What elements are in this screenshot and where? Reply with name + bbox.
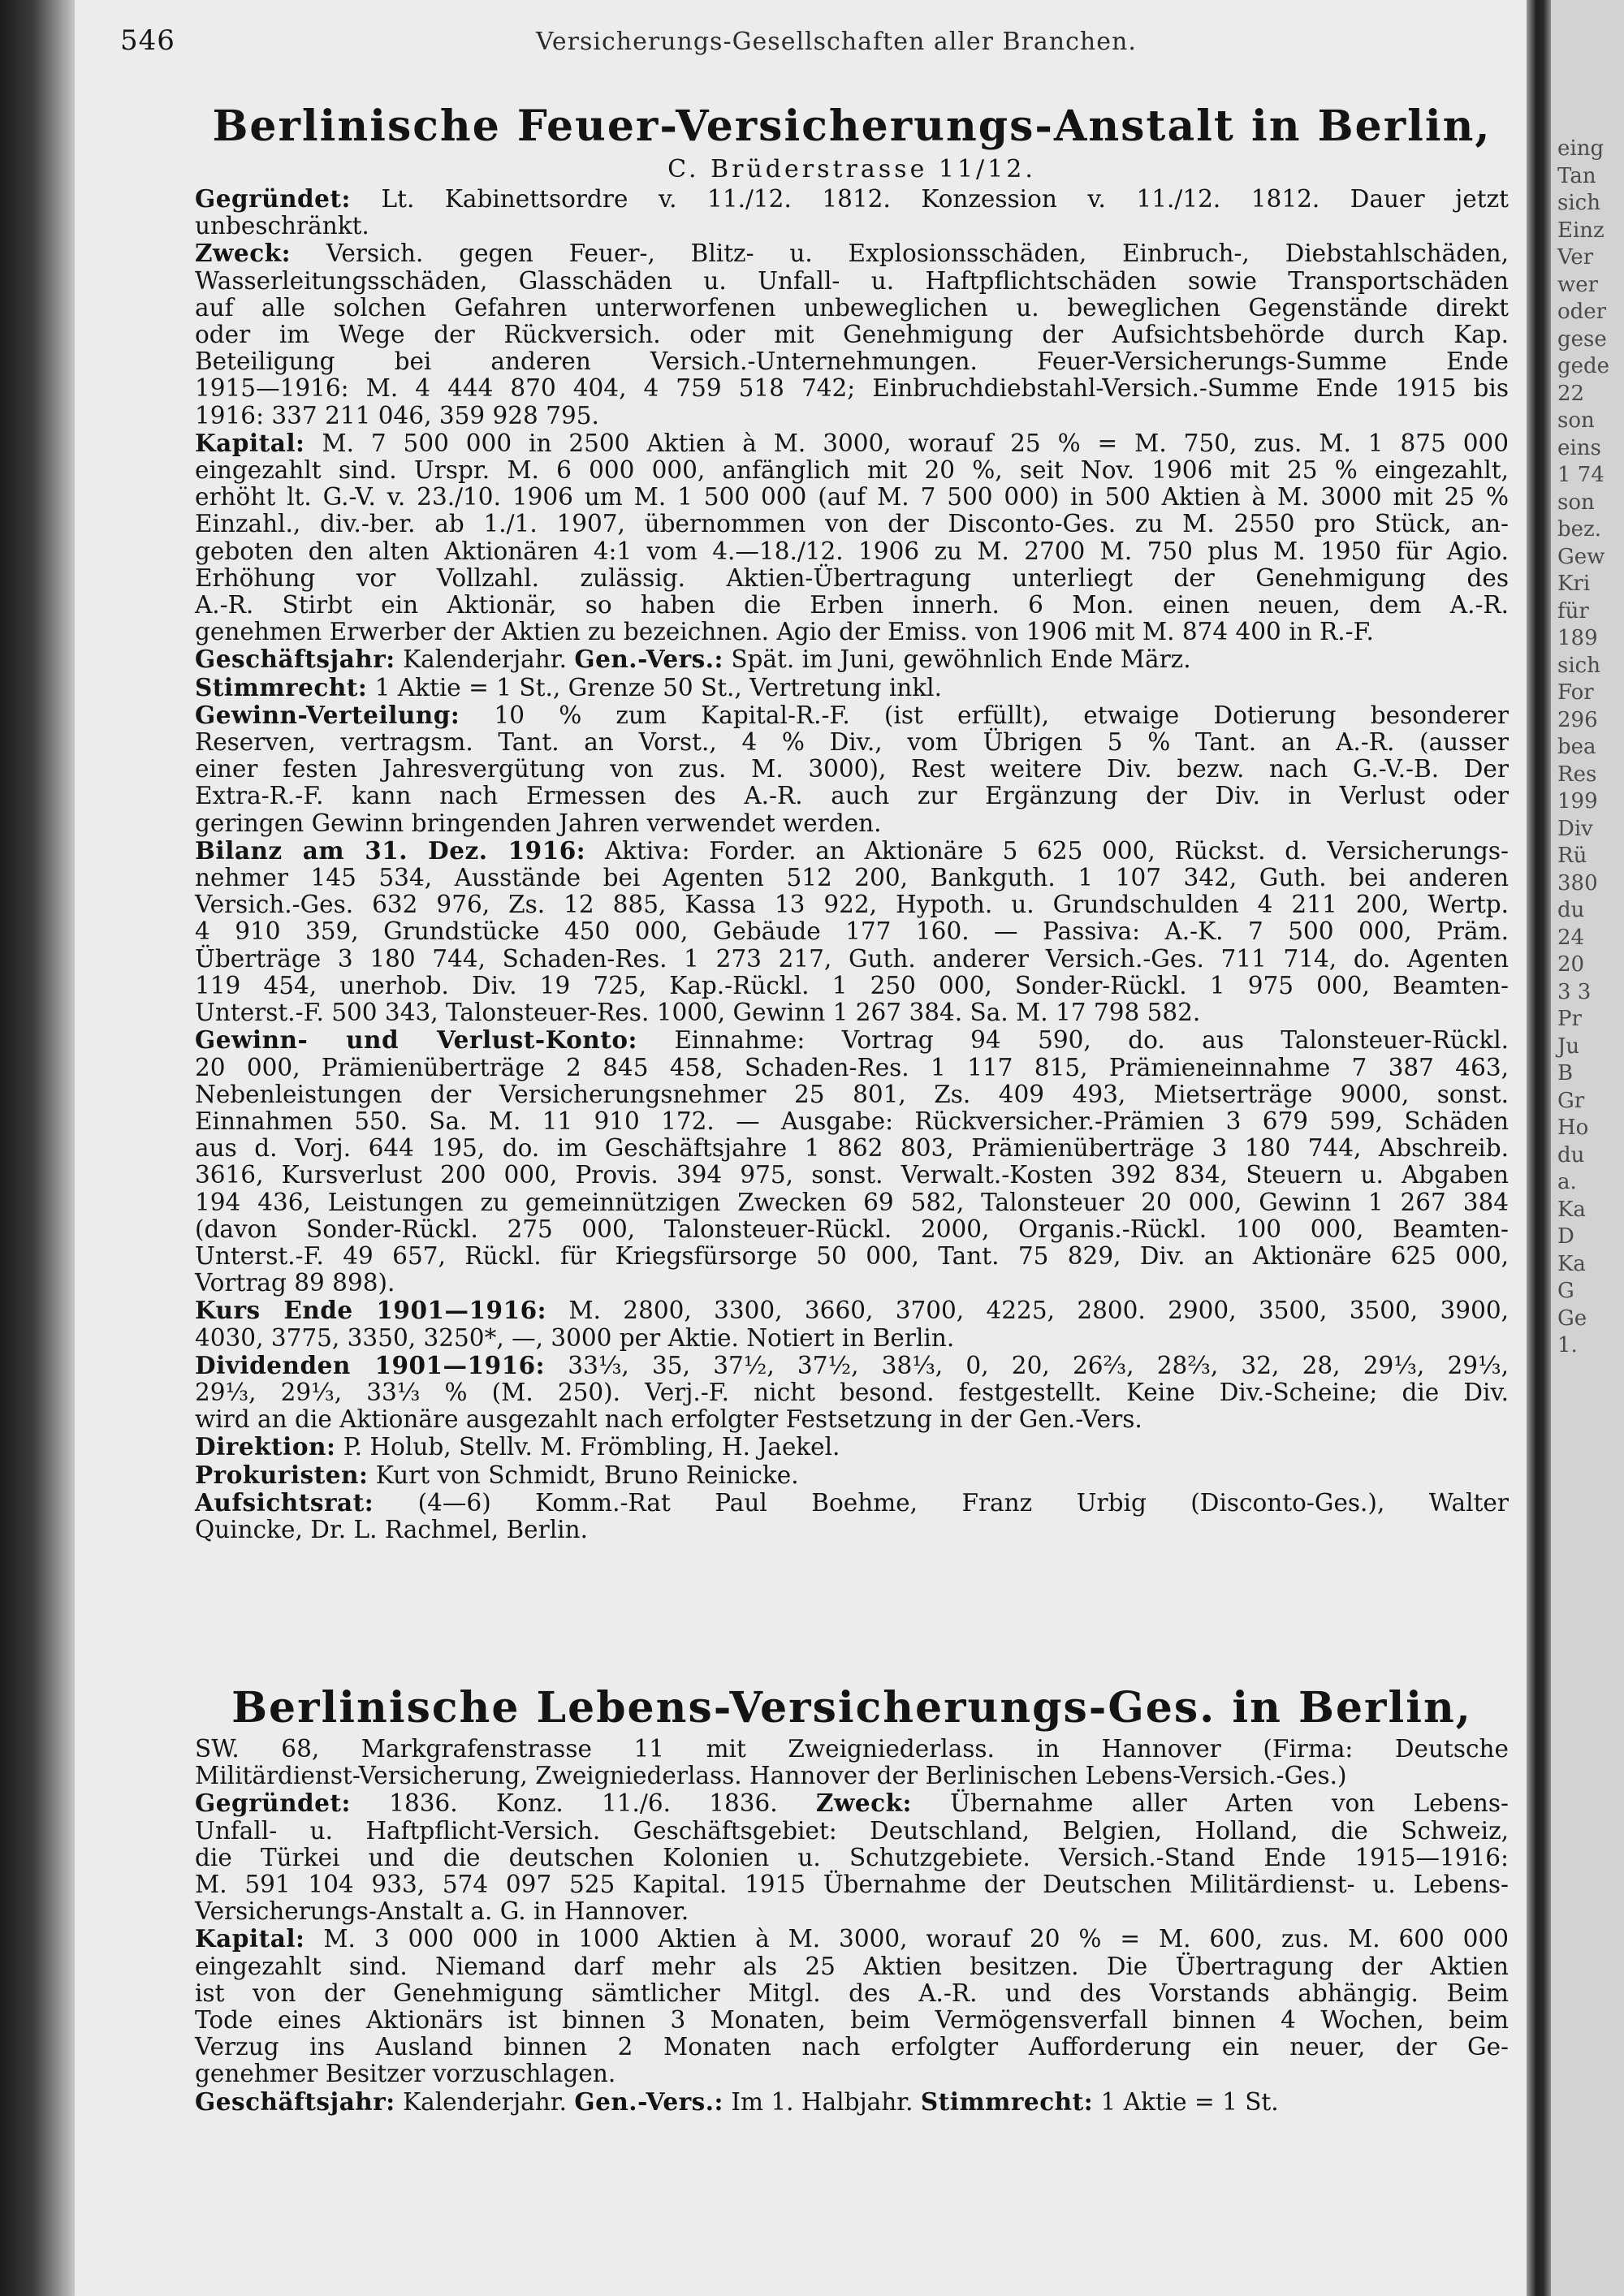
adjacent-page-fragment: du [1557,898,1585,922]
line-text: Spät. im Juni, gewöhnlich Ende März. [723,645,1191,674]
adjacent-page-fragment: Rü [1557,844,1587,868]
line-text: die Türkei und die deutschen Kolonien u. Schutzgebiete. Versich.-Stand Ende 1915—1916: [195,1843,1509,1871]
text-line [195,457,1509,484]
line-text: Beteiligung bei anderen Versich.-Unternehmungen. Feuer-Versicherungs-Summe Ende [195,347,1509,376]
adjacent-page-strip [1551,0,1624,2296]
adjacent-page-fragment: For [1557,680,1594,705]
line-text: erhöht lt. G.-V. v. 23./10. 1906 um M. 1 500 000 (auf M. 7 500 000) in 500 Aktien à M. 3000 mit 25 % [195,483,1509,511]
text-line [195,1379,1509,1406]
adjacent-page-fragment: Ho [1557,1116,1589,1140]
text-line [195,1489,1509,1517]
adjacent-page-fragment: Pr [1557,1007,1582,1031]
line-text: Tode eines Aktionärs ist binnen 3 Monaten, beim Vermögensverfall binnen 4 Wochen, beim [195,2006,1509,2035]
adjacent-page-fragment: eins [1557,435,1601,460]
text-line [195,511,1509,537]
text-line [195,1818,1509,1845]
adjacent-page-fragment: 380 [1557,870,1598,896]
line-text: Quincke, Dr. L. Rachmel, Berlin. [195,1515,588,1543]
line-text: Extra-R.-F. kann nach Ermessen des A.-R. auch zur Ergänzung der Div. in Verlust oder [195,782,1509,810]
keyword-label: Gen.-Vers.: [574,2087,723,2116]
article-lebens-versicherung [195,1681,1509,2116]
line-text: Vortrag 89 898). [195,1269,395,1297]
keyword-label: Zweck: [195,239,291,268]
text-line [195,565,1509,592]
adjacent-page-fragment: 22 [1557,381,1585,406]
keyword-label: Stimmrecht: [920,2087,1094,2116]
adjacent-page-fragment: Ju [1557,1034,1580,1059]
text-line [195,1270,1509,1297]
line-text: geringen Gewinn bringenden Jahren verwendet werden. [195,809,882,837]
line-text: Unterst.-F. 500 343, Talonsteuer-Res. 1000, Gewinn 1 267 384. Sa. M. 17 798 582. [195,999,1201,1027]
text-line [195,348,1509,375]
running-title: Versicherungs-Gesellschaften aller Branchen. [536,28,1137,56]
adjacent-page-fragment: 1 74 [1557,463,1605,487]
line-text: 194 436, Leistungen zu gemeinnützigen Zwecken 69 582, Talonsteuer 20 000, Gewinn 1 267 384 [195,1188,1509,1216]
line-text: Einnahmen 550. Sa. M. 11 910 172. — Ausgabe: Rückversicher.-Prämien 3 679 599, Schäden [195,1107,1509,1135]
text-line [195,1461,1509,1489]
text-line [195,1135,1509,1162]
adjacent-page-fragment: Res [1557,762,1597,787]
keyword-label: Zweck: [815,1789,912,1818]
adjacent-page-fragment: eing [1557,136,1605,161]
text-line [195,592,1509,619]
adjacent-page-fragment: gede [1557,354,1610,378]
text-line [195,185,1509,213]
line-text: Einzahl., div.-ber. ab 1./1. 1907, übernommen von der Disconto-Ges. zu M. 2550 pro Stück, an- [195,510,1509,538]
text-line [195,1081,1509,1108]
line-text: 33⅓, 35, 37½, 37½, 38⅓, 0, 20, 26⅔, 28⅔, 32, 28, 29⅓, 29⅓, [545,1351,1509,1379]
adjacent-page-fragment: 296 [1557,707,1598,732]
text-line [195,810,1509,837]
text-line [195,213,1509,240]
line-text: eingezahlt sind. Niemand darf mehr als 25 Aktien besitzen. Die Übertragung der Aktien [195,1952,1509,1980]
text-line [195,1243,1509,1270]
text-line [195,973,1509,999]
line-text: Erhöhung vor Vollzahl. zulässig. Aktien-Übertragung unterliegt der Genehmigung des [195,563,1509,592]
adjacent-page-fragment: son [1557,408,1595,433]
text-line [195,865,1509,891]
adjacent-page-fragment: sich [1557,191,1600,215]
article-title: Berlinische Feuer-Versicherungs-Anstalt in Berlin, [212,101,1492,151]
text-line [195,918,1509,945]
line-text: A.-R. Stirbt ein Aktionär, so haben die Erben innerh. 6 Mon. einen neuen, dem A.-R. [195,591,1509,619]
keyword-label: Gewinn- und Verlust-Konto: [195,1025,637,1055]
line-text: (4—6) Komm.-Rat Paul Boehme, Franz Urbig (Disconto-Ges.), Walter [374,1488,1509,1517]
text-line [195,375,1509,402]
keyword-label: Kapital: [195,1924,305,1953]
line-text: Kurt von Schmidt, Bruno Reinicke. [368,1461,799,1489]
line-text: 1916: 337 211 046, 359 928 795. [195,401,599,429]
line-text: Nebenleistungen der Versicherungsnehmer 25 801, Zs. 409 493, Mietserträge 9000, sonst. [195,1080,1509,1108]
text-line [195,1871,1509,1898]
text-line [195,619,1509,645]
adjacent-page-fragment: 3 3 [1557,979,1592,1004]
line-text: ist von der Genehmigung sämtlicher Mitgl. des A.-R. und des Vorstands abhängig. Beim [195,1979,1509,2007]
line-text: (davon Sonder-Rückl. 275 000, Talonsteuer-Rückl. 2000, Organis.-Rückl. 100 000, Beamten- [195,1215,1509,1243]
text-line [195,403,1509,429]
keyword-label: Stimmrecht: [195,672,368,701]
text-line [195,1189,1509,1216]
line-text: oder im Wege der Rückversich. oder mit Genehmigung der Aufsichtsbehörde durch Kap. [195,321,1509,349]
line-text: unbeschränkt. [195,212,369,240]
adjacent-page-fragment: oder [1557,300,1607,324]
line-text: 1836. Konz. 11./6. 1836. [350,1789,816,1818]
text-line [195,1517,1509,1543]
adjacent-page-fragment: Kri [1557,572,1591,596]
line-text: genehmen Erwerber der Aktien zu bezeichnen. Agio der Emiss. von 1906 mit M. 874 400 in R.-F. [195,618,1374,646]
article-title: Berlinische Lebens-Versicherungs-Ges. in Berlin, [231,1683,1472,1733]
adjacent-page-fragment: Tan [1557,163,1596,188]
adjacent-page-fragment: 24 [1557,925,1585,950]
adjacent-page-fragment: son [1557,490,1595,515]
text-line [195,1789,1509,1817]
article-body [195,1789,1509,2115]
article-address-block [195,1736,1509,1789]
text-line [195,1352,1509,1379]
address-line: SW. 68, Markgrafenstrasse 11 mit Zweigniederlass. in Hannover (Firma: Deutsche [195,1735,1509,1763]
text-line [195,1898,1509,1925]
line-text: auf alle solchen Gefahren unterworfenen unbeweglichen u. beweglichen Gegenstände direkt [195,293,1509,322]
adjacent-page-fragment: Ka [1557,1197,1586,1222]
line-text: Überträge 3 180 744, Schaden-Res. 1 273 217, Guth. anderer Versich.-Ges. 711 714, do. Agenten [195,944,1509,973]
text-line [195,783,1509,809]
text-line [195,1026,1509,1054]
line-text: 20 000, Prämienüberträge 2 845 458, Schaden-Res. 1 117 815, Prämieneinnahme 7 387 463, [195,1053,1509,1081]
line-text: Im 1. Halbjahr. [723,2087,921,2116]
line-text: M. 591 104 933, 574 097 525 Kapital. 1915 Übernahme der Deutschen Militärdienst- u. Lebens- [195,1871,1509,1899]
line-text: 3616, Kursverlust 200 000, Provis. 394 975, sonst. Verwalt.-Kosten 392 834, Steuern u. Abgaben [195,1161,1509,1189]
text-line [195,756,1509,783]
text-line [195,240,1509,267]
article-feuer-versicherung [195,99,1509,1543]
line-text: Kalenderjahr. [395,645,575,674]
adjacent-page-fragment: wer [1557,272,1599,297]
adjacent-page-fragment: sich [1557,653,1600,678]
adjacent-page-fragment: 189 [1557,626,1598,650]
adjacent-page-fragment: Gew [1557,544,1605,569]
text-line [195,538,1509,565]
adjacent-page-fragment: Div [1557,816,1593,841]
keyword-label: Kapital: [195,428,305,457]
line-text: 4030, 3775, 3350, 3250*, —, 3000 per Aktie. Notiert in Berlin. [195,1323,955,1352]
line-text: Verzug ins Ausland binnen 2 Monaten nach erfolgter Aufforderung ein neuer, der Ge- [195,2033,1509,2061]
adjacent-page-fragment: Ver [1557,245,1594,270]
keyword-label: Geschäftsjahr: [195,645,395,674]
adjacent-page-fragment: Ka [1557,1251,1586,1276]
keyword-label: Bilanz am 31. Dez. 1916: [195,835,586,865]
line-text: Unterst.-F. 49 657, Rückl. für Kriegsfürsorge 50 000, Tant. 75 829, Div. an Aktionäre 625 000, [195,1241,1509,1270]
adjacent-page-fragment: 20 [1557,952,1585,977]
adjacent-page-fragment: Gr [1557,1088,1585,1113]
text-line [195,1055,1509,1081]
line-text: 4 910 359, Grundstücke 450 000, Gebäude 177 160. — Passiva: A.-K. 7 500 000, Präm. [195,917,1509,946]
text-line [195,2034,1509,2061]
line-text: Reserven, vertragsm. Tant. an Vorst., 4 % Div., vom Übrigen 5 % Tant. an A.-R. (ausser [195,728,1509,757]
line-text: 1 Aktie = 1 St., Grenze 50 St., Vertretung inkl. [367,673,942,701]
page-number: 546 [120,24,175,57]
line-text: Versich.-Ges. 632 976, Zs. 12 885, Kassa 13 922, Hypoth. u. Grundschulden 4 211 200, Wertp. [195,891,1509,919]
adjacent-page-fragment: G [1557,1279,1574,1303]
text-line [195,701,1509,729]
line-text: 1915—1916: M. 4 444 870 404, 4 759 518 742; Einbruchdiebstahl-Versich.-Summe Ende 1915 bis [195,374,1509,403]
adjacent-page-fragment: a. [1557,1170,1577,1194]
text-line [195,1325,1509,1352]
text-line [195,429,1509,457]
keyword-label: Gewinn-Verteilung: [195,700,460,729]
text-line [195,1406,1509,1433]
adjacent-page-fragment: Einz [1557,218,1605,243]
text-line [195,484,1509,511]
text-line [195,322,1509,348]
text-line [195,1433,1509,1461]
keyword-label: Aufsichtsrat: [195,1487,374,1517]
text-line [195,645,1509,673]
keyword-label: Gegründet: [195,184,351,213]
book-gutter [1527,0,1551,2296]
line-text: einer festen Jahresvergütung von zus. M. 3000), Rest weitere Div. bezw. nach G.-V.-B. Der [195,755,1509,783]
line-text: Kalenderjahr. [395,2087,575,2116]
line-text: 10 % zum Kapital-R.-F. (ist erfüllt), etwaige Dotierung besonderer [460,701,1509,729]
line-text: M. 3 000 000 in 1000 Aktien à M. 3000, worauf 20 % = M. 600, zus. M. 600 000 [304,1925,1509,1953]
text-line [195,1980,1509,2007]
text-line [195,268,1509,295]
text-line [195,891,1509,918]
adjacent-page-fragment: 1. [1557,1333,1578,1357]
line-text: Unfall- u. Haftpflicht-Versich. Geschäftsgebiet: Deutschland, Belgien, Holland, die Schweiz, [195,1816,1509,1845]
adjacent-page-fragment: gese [1557,326,1607,352]
keyword-label: Gen.-Vers.: [574,645,723,674]
line-text: Versich. gegen Feuer-, Blitz- u. Explosionsschäden, Einbruch-, Diebstahlschäden, [291,240,1509,268]
line-text: genehmer Besitzer vorzuschlagen. [195,2060,616,2088]
keyword-label: Prokuristen: [195,1460,369,1489]
article-address: C. Brüderstrasse 11/12. [667,155,1036,183]
text-line [195,674,1509,701]
adjacent-page-fragment: du [1557,1142,1585,1167]
adjacent-page-fragment: D [1557,1224,1574,1249]
line-text: 1 Aktie = 1 St. [1093,2087,1279,2116]
line-text: 29⅓, 29⅓, 33⅓ % (M. 250). Verj.-F. nicht besond. festgestellt. Keine Div.-Scheine; die Div. [195,1378,1509,1406]
keyword-label: Kurs Ende 1901—1916: [195,1296,547,1325]
text-line [195,946,1509,973]
article-body [195,185,1509,1543]
adjacent-page-fragment: bez. [1557,517,1601,542]
line-text: Wasserleitungsschäden, Glasschäden u. Unfall- u. Haftpflichtschäden sowie Transportschäden [195,266,1509,295]
adjacent-page-fragment: B [1557,1061,1574,1085]
line-text: geboten den alten Aktionären 4:1 vom 4.—18./12. 1906 zu M. 2700 M. 750 plus M. 1950 für Agio. [195,537,1509,565]
text-line [195,729,1509,756]
text-line [195,1297,1509,1324]
keyword-label: Gegründet: [195,1789,351,1818]
line-text: Lt. Kabinettsordre v. 11./12. 1812. Konzession v. 11./12. 1812. Dauer jetzt [350,185,1509,213]
line-text: M. 7 500 000 in 2500 Aktien à M. 3000, worauf 25 % = M. 750, zus. M. 1 875 000 [304,429,1509,457]
scan-left-border [0,0,75,2296]
adjacent-page-fragment: Ge [1557,1306,1587,1331]
line-text: P. Holub, Stellv. M. Frömbling, H. Jaekel. [335,1433,840,1461]
keyword-label: Geschäftsjahr: [195,2087,395,2116]
line-text: eingezahlt sind. Urspr. M. 6 000 000, anfänglich mit 20 %, seit Nov. 1906 mit 25 % eingezahlt, [195,456,1509,485]
address-line: Militärdienst-Versicherung, Zweigniederlass. Hannover der Berlinischen Lebens-Versich.-Ges.) [195,1762,1347,1790]
text-line [195,999,1509,1026]
keyword-label: Direktion: [195,1432,336,1461]
adjacent-page-fragment: für [1557,598,1589,624]
adjacent-page-fragment: 199 [1557,789,1598,814]
text-line [195,1845,1509,1871]
text-line [195,1953,1509,1980]
keyword-label: Dividenden 1901—1916: [195,1350,546,1379]
line-text: 119 454, unerhob. Div. 19 725, Kap.-Rückl. 1 250 000, Sonder-Rückl. 1 975 000, Beamten- [195,971,1509,999]
text-line [195,1216,1509,1243]
line-text: Einnahme: Vortrag 94 590, do. aus Talonsteuer-Rückl. [637,1026,1510,1055]
line-text: wird an die Aktionäre ausgezahlt nach erfolgter Festsetzung in der Gen.-Vers. [195,1405,1142,1434]
text-line [195,1108,1509,1135]
line-text: Übernahme aller Arten von Lebens- [911,1789,1509,1818]
text-line [195,1925,1509,1953]
line-text: Aktiva: Forder. an Aktionäre 5 625 000, Rückst. d. Versicherungs- [585,836,1509,865]
line-text: aus d. Vorj. 644 195, do. im Geschäftsjahre 1 862 803, Prämienüberträge 3 180 744, Abschreib. [195,1134,1509,1163]
text-line [195,837,1509,865]
text-line [195,295,1509,322]
text-line [195,1162,1509,1189]
text-line [195,2088,1509,2116]
line-text: Versicherungs-Anstalt a. G. in Hannover. [195,1897,689,1926]
line-text: M. 2800, 3300, 3660, 3700, 4225, 2800. 2900, 3500, 3500, 3900, [546,1297,1509,1325]
adjacent-page-fragment: bea [1557,735,1596,759]
text-line [195,2061,1509,2087]
line-text: nehmer 145 534, Ausstände bei Agenten 512 200, Bankguth. 1 107 342, Guth. bei anderen [195,864,1509,892]
text-line [195,2007,1509,2034]
